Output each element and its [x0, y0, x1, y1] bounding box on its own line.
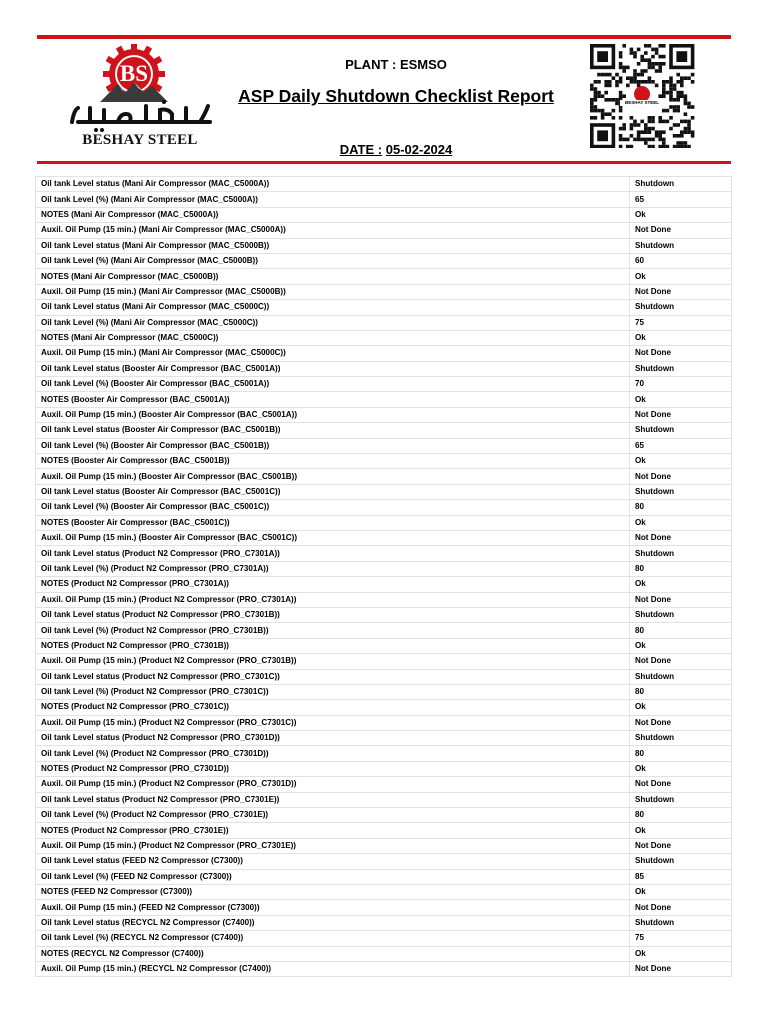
checklist-row — [36, 315, 732, 330]
checklist-value: 80 — [630, 623, 732, 638]
plant-line — [290, 57, 502, 72]
checklist-row — [36, 607, 732, 622]
checklist-item: Oil tank Level (%) (Booster Air Compressor (BAC_C5001C)) — [36, 500, 630, 515]
checklist-item: Oil tank Level (%) (Booster Air Compressor (BAC_C5001B)) — [36, 438, 630, 453]
checklist-value: Shutdown — [630, 854, 732, 869]
checklist-row — [36, 515, 732, 530]
checklist-item: Auxil. Oil Pump (15 min.) (Product N2 Compressor (PRO_C7301E)) — [36, 838, 630, 853]
checklist-row — [36, 423, 732, 438]
checklist-row — [36, 484, 732, 499]
checklist-row — [36, 777, 732, 792]
checklist-value: Ok — [630, 454, 732, 469]
checklist-item: Oil tank Level (%) (Product N2 Compressor (PRO_C7301D)) — [36, 746, 630, 761]
checklist-row — [36, 469, 732, 484]
checklist-row — [36, 546, 732, 561]
checklist-value: Ok — [630, 700, 732, 715]
checklist-row — [36, 746, 732, 761]
checklist-item: Auxil. Oil Pump (15 min.) (Product N2 Compressor (PRO_C7301D)) — [36, 777, 630, 792]
checklist-value: 65 — [630, 192, 732, 207]
checklist-item: NOTES (Mani Air Compressor (MAC_C5000B)) — [36, 269, 630, 284]
checklist-value: 75 — [630, 315, 732, 330]
checklist-value: Ok — [630, 577, 732, 592]
checklist-row — [36, 192, 732, 207]
checklist-row — [36, 731, 732, 746]
checklist-value: 80 — [630, 684, 732, 699]
checklist-row — [36, 577, 732, 592]
checklist-item: NOTES (RECYCL N2 Compressor (C7400)) — [36, 946, 630, 961]
checklist-row — [36, 300, 732, 315]
checklist-row — [36, 407, 732, 422]
checklist-item: NOTES (Product N2 Compressor (PRO_C7301D)) — [36, 761, 630, 776]
checklist-value: 80 — [630, 500, 732, 515]
checklist-value: Ok — [630, 207, 732, 222]
checklist-value: 60 — [630, 253, 732, 268]
checklist-value: Not Done — [630, 284, 732, 299]
checklist-row — [36, 700, 732, 715]
checklist-value: 75 — [630, 931, 732, 946]
logo-emblem-graphic — [60, 44, 220, 132]
checklist-row — [36, 377, 732, 392]
checklist-row — [36, 838, 732, 853]
checklist-row — [36, 500, 732, 515]
checklist-item: NOTES (Mani Air Compressor (MAC_C5000C)) — [36, 330, 630, 345]
checklist-row — [36, 253, 732, 268]
checklist-item: Auxil. Oil Pump (15 min.) (FEED N2 Compressor (C7300)) — [36, 900, 630, 915]
checklist-row — [36, 223, 732, 238]
checklist-row — [36, 238, 732, 253]
checklist-item: Oil tank Level status (Booster Air Compressor (BAC_C5001A)) — [36, 361, 630, 376]
checklist-value: 65 — [630, 438, 732, 453]
date-value: 05-02-2024 — [385, 142, 453, 157]
checklist-value: Not Done — [630, 407, 732, 422]
checklist-item: NOTES (Mani Air Compressor (MAC_C5000A)) — [36, 207, 630, 222]
checklist-value: Shutdown — [630, 484, 732, 499]
checklist-value: Ok — [630, 515, 732, 530]
checklist-value: Shutdown — [630, 300, 732, 315]
checklist-row — [36, 438, 732, 453]
checklist-row — [36, 638, 732, 653]
checklist-row — [36, 884, 732, 899]
checklist-value: Not Done — [630, 900, 732, 915]
checklist-item: Oil tank Level status (Product N2 Compressor (PRO_C7301C)) — [36, 669, 630, 684]
checklist-value: Ok — [630, 330, 732, 345]
checklist-value: Ok — [630, 884, 732, 899]
checklist-value: Ok — [630, 761, 732, 776]
checklist-item: Oil tank Level status (Product N2 Compressor (PRO_C7301B)) — [36, 607, 630, 622]
checklist-item: Oil tank Level (%) (Mani Air Compressor (MAC_C5000A)) — [36, 192, 630, 207]
checklist-item: Oil tank Level (%) (RECYCL N2 Compressor (C7400)) — [36, 931, 630, 946]
checklist-row — [36, 177, 732, 192]
checklist-row — [36, 346, 732, 361]
checklist-item: NOTES (Product N2 Compressor (PRO_C7301A)) — [36, 577, 630, 592]
checklist-item: NOTES (Booster Air Compressor (BAC_C5001C)) — [36, 515, 630, 530]
checklist-row — [36, 392, 732, 407]
checklist-item: Auxil. Oil Pump (15 min.) (Product N2 Compressor (PRO_C7301A)) — [36, 592, 630, 607]
checklist-row — [36, 284, 732, 299]
qr-code-graphic — [586, 44, 698, 148]
checklist-row — [36, 931, 732, 946]
checklist-value: Not Done — [630, 592, 732, 607]
checklist-item: Oil tank Level (%) (Mani Air Compressor (MAC_C5000C)) — [36, 315, 630, 330]
checklist-value: Not Done — [630, 961, 732, 976]
checklist-row — [36, 792, 732, 807]
header-top-rule — [37, 35, 731, 39]
checklist-item: NOTES (FEED N2 Compressor (C7300)) — [36, 884, 630, 899]
checklist-value: Shutdown — [630, 792, 732, 807]
checklist-row — [36, 808, 732, 823]
checklist-row — [36, 915, 732, 930]
checklist-item: Auxil. Oil Pump (15 min.) (Mani Air Compressor (MAC_C5000C)) — [36, 346, 630, 361]
checklist-row — [36, 592, 732, 607]
checklist-row — [36, 869, 732, 884]
checklist-value: Shutdown — [630, 915, 732, 930]
checklist-row — [36, 761, 732, 776]
checklist-value: Shutdown — [630, 177, 732, 192]
checklist-row — [36, 654, 732, 669]
checklist-value: 70 — [630, 377, 732, 392]
checklist-item: Oil tank Level (%) (FEED N2 Compressor (C7300)) — [36, 869, 630, 884]
checklist-row — [36, 900, 732, 915]
checklist-item: Auxil. Oil Pump (15 min.) (Mani Air Compressor (MAC_C5000B)) — [36, 284, 630, 299]
checklist-item: Auxil. Oil Pump (15 min.) (RECYCL N2 Compressor (C7400)) — [36, 961, 630, 976]
checklist-value: Not Done — [630, 469, 732, 484]
checklist-value: Not Done — [630, 530, 732, 545]
checklist-item: NOTES (Product N2 Compressor (PRO_C7301B)) — [36, 638, 630, 653]
checklist-value: Not Done — [630, 346, 732, 361]
checklist-row — [36, 961, 732, 976]
checklist-item: Auxil. Oil Pump (15 min.) (Booster Air Compressor (BAC_C5001B)) — [36, 469, 630, 484]
checklist-item: Oil tank Level status (Product N2 Compressor (PRO_C7301D)) — [36, 731, 630, 746]
checklist-item: Oil tank Level status (Mani Air Compressor (MAC_C5000B)) — [36, 238, 630, 253]
checklist-row — [36, 715, 732, 730]
checklist-row — [36, 330, 732, 345]
checklist-item: Auxil. Oil Pump (15 min.) (Product N2 Compressor (PRO_C7301B)) — [36, 654, 630, 669]
checklist-item: Oil tank Level (%) (Product N2 Compressor (PRO_C7301E)) — [36, 808, 630, 823]
checklist-item: Oil tank Level status (Mani Air Compressor (MAC_C5000A)) — [36, 177, 630, 192]
checklist-row — [36, 269, 732, 284]
checklist-item: Auxil. Oil Pump (15 min.) (Mani Air Compressor (MAC_C5000A)) — [36, 223, 630, 238]
checklist-table — [35, 176, 732, 977]
checklist-row — [36, 946, 732, 961]
header-bottom-rule — [37, 161, 731, 164]
beshay-steel-logo — [60, 44, 220, 150]
checklist-row — [36, 530, 732, 545]
checklist-value: Shutdown — [630, 731, 732, 746]
qr-code — [586, 44, 698, 148]
checklist-row — [36, 454, 732, 469]
checklist-value: Not Done — [630, 715, 732, 730]
checklist-item: Auxil. Oil Pump (15 min.) (Product N2 Compressor (PRO_C7301C)) — [36, 715, 630, 730]
checklist-item: Oil tank Level (%) (Product N2 Compressor (PRO_C7301A)) — [36, 561, 630, 576]
checklist-item: Oil tank Level status (Product N2 Compressor (PRO_C7301A)) — [36, 546, 630, 561]
checklist-item: Oil tank Level (%) (Mani Air Compressor (MAC_C5000B)) — [36, 253, 630, 268]
checklist-value: Not Done — [630, 777, 732, 792]
checklist-item: NOTES (Booster Air Compressor (BAC_C5001A)) — [36, 392, 630, 407]
date-label: DATE : — [339, 142, 383, 157]
checklist-row — [36, 207, 732, 222]
checklist-item: Oil tank Level (%) (Booster Air Compressor (BAC_C5001A)) — [36, 377, 630, 392]
checklist-value: 80 — [630, 808, 732, 823]
checklist-value: Ok — [630, 392, 732, 407]
checklist-row — [36, 823, 732, 838]
checklist-row — [36, 669, 732, 684]
checklist-item: NOTES (Booster Air Compressor (BAC_C5001B)) — [36, 454, 630, 469]
checklist-item: Oil tank Level status (Booster Air Compressor (BAC_C5001B)) — [36, 423, 630, 438]
checklist-item: Oil tank Level status (Product N2 Compressor (PRO_C7301E)) — [36, 792, 630, 807]
checklist-item: NOTES (Product N2 Compressor (PRO_C7301E)) — [36, 823, 630, 838]
checklist-value: 80 — [630, 746, 732, 761]
checklist-value: Shutdown — [630, 546, 732, 561]
plant-label: PLANT : — [345, 57, 397, 72]
date-line — [290, 142, 502, 157]
checklist-value: Ok — [630, 638, 732, 653]
checklist-value: Shutdown — [630, 238, 732, 253]
checklist-item: Oil tank Level status (FEED N2 Compressor (C7300)) — [36, 854, 630, 869]
qr-center-label: BESHAY STEEL — [620, 100, 664, 106]
checklist-item: Oil tank Level (%) (Product N2 Compressor (PRO_C7301B)) — [36, 623, 630, 638]
checklist-item: Oil tank Level status (Mani Air Compressor (MAC_C5000C)) — [36, 300, 630, 315]
checklist-value: 85 — [630, 869, 732, 884]
checklist-value: Ok — [630, 823, 732, 838]
checklist-value: Not Done — [630, 654, 732, 669]
checklist-item: Oil tank Level (%) (Product N2 Compressor (PRO_C7301C)) — [36, 684, 630, 699]
checklist-row — [36, 854, 732, 869]
checklist-value: Shutdown — [630, 361, 732, 376]
checklist-row — [36, 361, 732, 376]
checklist-row — [36, 561, 732, 576]
report-title: ASP Daily Shutdown Checklist Report — [238, 86, 554, 106]
checklist-value: 80 — [630, 561, 732, 576]
plant-value: ESMSO — [399, 57, 447, 72]
checklist-value: Ok — [630, 269, 732, 284]
checklist-row — [36, 684, 732, 699]
checklist-value: Not Done — [630, 223, 732, 238]
checklist-value: Shutdown — [630, 669, 732, 684]
logo-english-name: BESHAY STEEL — [82, 132, 198, 148]
logo-monogram: BS — [119, 61, 149, 86]
checklist-value: Shutdown — [630, 607, 732, 622]
checklist-row — [36, 623, 732, 638]
checklist-value: Ok — [630, 946, 732, 961]
checklist-item: Oil tank Level status (RECYCL N2 Compressor (C7400)) — [36, 915, 630, 930]
checklist-value: Shutdown — [630, 423, 732, 438]
checklist-item: NOTES (Product N2 Compressor (PRO_C7301C)) — [36, 700, 630, 715]
checklist-item: Oil tank Level status (Booster Air Compressor (BAC_C5001C)) — [36, 484, 630, 499]
checklist-item: Auxil. Oil Pump (15 min.) (Booster Air Compressor (BAC_C5001A)) — [36, 407, 630, 422]
checklist-value: Not Done — [630, 838, 732, 853]
checklist-item: Auxil. Oil Pump (15 min.) (Booster Air Compressor (BAC_C5001C)) — [36, 530, 630, 545]
checklist-body — [36, 177, 732, 977]
